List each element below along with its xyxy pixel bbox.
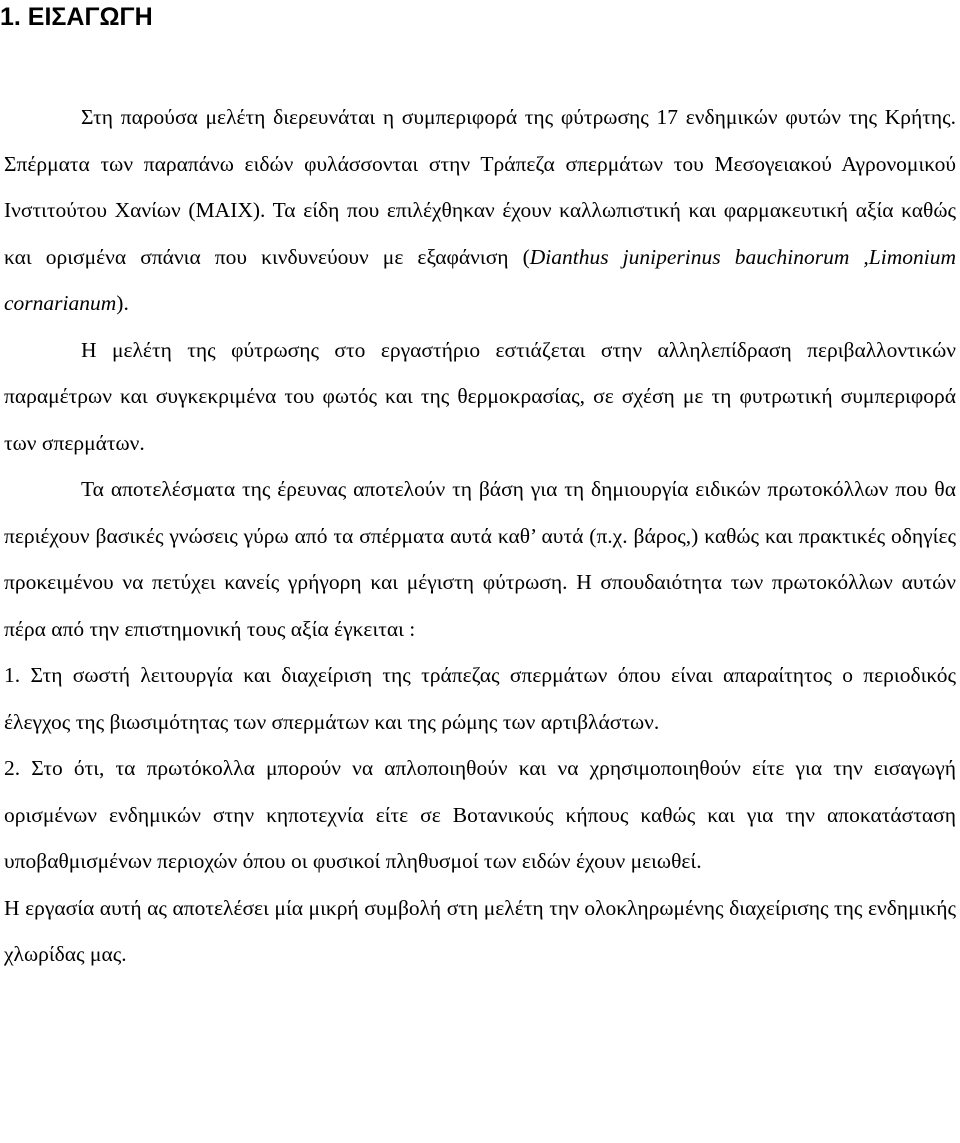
- paragraph-intro-text: Στη παρούσα μελέτη διερευνάται η συμπεριφορά της φύτρωσης 17 ενδημικών φυτών της Κρήτης. Σπέρματα των παραπάνω ειδών φυλάσσονται στην Τράπεζα σπερμάτων του Μεσογειακού Αγρονομικού Ινστιτούτου Χανίων (ΜΑΙΧ). Τα είδη που επιλέχθηκαν έχουν καλλωπιστική και φαρμακευτική αξία καθώς και ορισμένα σπάνια που κινδυνεύουν με εξαφάνιση (: [4, 105, 956, 269]
- document-body: [4, 94, 956, 978]
- paragraph-conclusion: Η εργασία αυτή ας αποτελέσει μία μικρή συμβολή στη μελέτη την ολοκληρωμένης διαχείρισης της ενδημικής χλωρίδας μας.: [4, 895, 956, 966]
- paragraph-intro-end: ).: [116, 291, 129, 315]
- paragraph-intro: [4, 94, 956, 327]
- section-heading: 1. ΕΙΣΑΓΩΓΗ: [0, 3, 153, 31]
- paragraph-germination-study: Η μελέτη της φύτρωσης στο εργαστήριο εστιάζεται στην αλληλεπίδραση περιβαλλοντικών παραμέτρων και συγκεκριμένα του φωτός και της θερμοκρασίας, σε σχέση με τη φυτρωτική συμπεριφορά των σπερμάτων.: [4, 337, 956, 455]
- list-item-1: 1. Στη σωστή λειτουργία και διαχείριση της τράπεζας σπερμάτων όπου είναι απαραίτητος ο περιοδικός έλεγχος της βιωσιμότητας των σπερμάτων και της ρώμης των αρτιβλάστων.: [4, 663, 956, 734]
- paragraph-results: Τα αποτελέσματα της έρευνας αποτελούν τη βάση για τη δημιουργία ειδικών πρωτοκόλλων που θα περιέχουν βασικές γνώσεις γύρω από τα σπέρματα αυτά καθ’ αυτά (π.χ. βάρος,) καθώς και πρακτικές οδηγίες προκειμένου να πετύχει κανείς γρήγορη και μέγιστη φύτρωση. Η σπουδαιότητα των πρωτοκόλλων αυτών πέρα από την επιστημονική τους αξία έγκειται :: [4, 477, 956, 641]
- species-names: Dianthus juniperinus bauchinorum ,Limonium cornarianum: [4, 244, 957, 315]
- list-item-2: 2. Στο ότι, τα πρωτόκολλα μπορούν να απλοποιηθούν και να χρησιμοποιηθούν είτε για την εισαγωγή ορισμένων ενδημικών στην κηποτεχνία είτε σε Βοτανικούς κήπους καθώς και για την αποκατάσταση υποβαθμισμένων περιοχών όπου οι φυσικοί πληθυσμοί των ειδών έχουν μειωθεί.: [4, 756, 956, 873]
